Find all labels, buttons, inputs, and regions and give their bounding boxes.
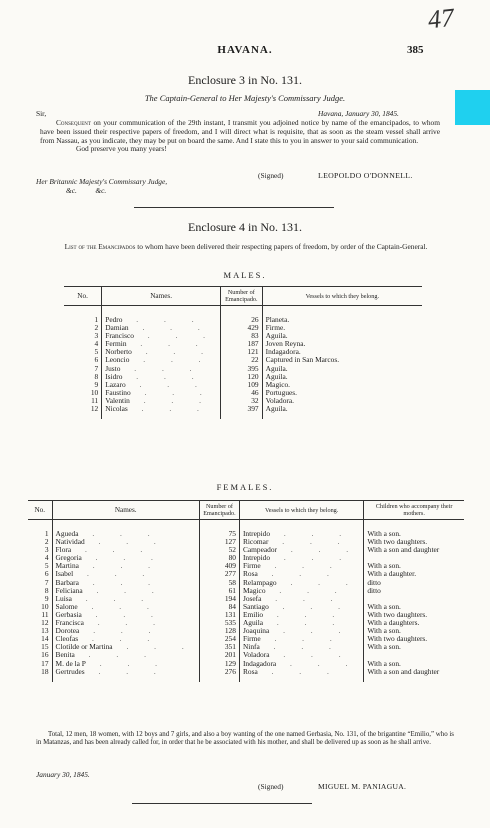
children-value: With a son. [367,561,401,571]
females-header-row [28,501,464,520]
leader-dots: . . . [257,569,341,579]
name-value: Lazaro [105,379,126,389]
no-value: 16 [41,650,49,660]
name-value: Luisa [55,593,72,603]
leader-dots: . . . [276,577,360,587]
leader-dots: . . . [263,609,347,619]
no-value: 17 [41,658,49,668]
males-col-vessels: Vessels to which they belong. [262,287,422,306]
closing-date: January 30, 1845. [36,770,90,779]
leader-dots: . . . [260,634,344,644]
name-value: Faustino [105,387,131,397]
cell-vessel [239,668,363,682]
num-value: 277 [224,569,236,579]
no-value: 12 [90,404,99,414]
salutation: Sir, [36,109,47,118]
name-value: Gerbasia [55,609,82,619]
females-col-vessels: Vessels to which they belong. [239,501,363,520]
num-value: 187 [247,339,259,349]
num-value: 83 [251,331,259,341]
leader-dots: . . . [127,404,211,414]
vessel-value: Indagadora [242,658,277,668]
num-value: 397 [247,404,259,414]
enclosure3-heading: Enclosure 3 in No. 131. [188,73,302,87]
name-value: Feliciana [55,585,83,595]
vessel-value: Ricomar [242,537,269,547]
children-value: With a son and daughter [367,545,440,555]
leader-dots: . . . [133,331,218,341]
name-value: Clotilde or Martina [55,642,113,652]
cell-children [364,668,464,682]
num-value: 429 [247,323,259,333]
cell-children [364,520,464,539]
leader-dots: . . . [122,315,206,324]
leader-dots: . . . [268,601,352,611]
leader-dots: . . . [129,355,213,365]
no-value: 2 [94,323,99,333]
females-col-no: No. [28,501,52,520]
vessel-value: Ninfa [242,642,260,652]
leader-dots: . . . [82,585,166,595]
cell-no [64,306,102,325]
num-value: 75 [228,529,236,538]
children-value: With a son. [367,642,401,652]
cell-no [64,405,102,419]
males-col-no: No. [64,287,102,306]
footnote: Total, 12 men, 18 women, with 12 boys and 7 girls, and also a boy wanting of the one named Gerbasia, No. 131, of the brigantine “Emilio,” who is in Matanzas, and has been already called for, in order that he be associated with his mother, and shall be delivered up as soon as he shall arrive. [36,731,454,746]
num-value: 26 [251,315,259,324]
females-col-number: Number of Emancipado. [199,501,239,520]
cell-children [364,546,464,554]
num-value: 127 [224,537,236,547]
leader-dots: . . . [78,577,163,587]
males-header-row [64,287,422,306]
num-value: 58 [228,577,236,587]
no-value: 5 [94,347,99,357]
name-value: Martina [55,561,79,571]
leader-dots: . . . [130,387,214,397]
name-value: Flora [55,545,72,555]
vessel-value: Planeta. [265,315,290,324]
handwritten-folio-number: 47 [426,2,456,35]
name-value: Salome [55,601,78,611]
num-value: 194 [224,593,236,603]
leader-dots: . . . [265,585,349,595]
leader-dots: . . . [79,626,163,636]
cell-children [364,587,464,595]
num-value: 84 [228,601,236,611]
no-value: 3 [94,331,99,341]
num-value: 120 [247,371,259,381]
vessel-value: Magico [242,585,266,595]
leader-dots: . . . [129,395,213,405]
leader-dots: . . . [120,363,204,373]
leader-dots: . . . [276,658,360,668]
dateline: Havana, January 30, 1845. [318,109,399,118]
no-value: 4 [94,339,99,349]
leader-dots: . . . [268,537,352,547]
leader-dots: . . . [270,529,354,538]
leader-dots: . . . [71,593,156,603]
no-value: 1 [94,315,99,324]
leader-dots: . . . [125,379,209,389]
leader-dots: . . . [259,642,343,652]
no-value: 5 [44,561,49,571]
no-value: 13 [41,626,49,636]
no-value: 11 [91,395,99,405]
vessel-value: Intrepido [242,529,271,538]
name-value: M. de la P [55,658,86,668]
no-value: 8 [94,371,99,381]
leader-dots: . . . [277,545,361,555]
leader-dots: . . . [128,323,212,333]
name-value: Benita [55,650,75,660]
table-row [64,405,422,419]
leader-dots: . . . [81,609,165,619]
vessel-value: Captured in San Marcos. [265,355,340,365]
num-value: 254 [224,634,236,644]
males-col-names: Names. [102,287,221,306]
name-value: Norberto [105,347,132,357]
num-value: 109 [247,379,259,389]
vessel-value: Josefa [242,593,262,603]
children-value: With two daughters. [367,634,428,644]
cell-vessel [262,405,422,419]
list-intro [36,242,456,251]
children-value: With a son. [367,529,401,538]
name-value: Justo [105,363,121,373]
leader-dots: . . . [78,529,162,538]
cell-name [102,405,221,419]
num-value: 61 [228,585,236,595]
children-value: ditto [367,585,381,595]
vessel-value: Aguila. [265,363,288,373]
leader-dots: . . . [73,569,157,579]
no-value: 11 [41,609,49,619]
closing-signatory: MIGUEL M. PANIAGUA. [318,782,407,791]
name-value: Dorotea [55,626,80,636]
table-row [28,668,464,682]
num-value: 409 [224,561,236,571]
vessel-value: Aguila. [265,331,288,341]
leader-dots: . . . [257,666,341,676]
closing-signed-label: (Signed) [258,782,284,791]
signatory: LEOPOLDO O'DONNELL. [318,171,413,180]
leader-dots: . . . [269,626,353,636]
num-value: 52 [228,545,236,555]
males-label: MALES. [223,270,267,280]
letter-text: on your communication of the 29th instant, I transmit you adjoined notice by name of the emancipados, to whom have been issued their respective papers of freedom, and I will direct what is requisite, that as soon as the steam vessel shall arrive from Nassau, as you indicate, they may be put on board the same. And I state this to you in answer to your said communication. [40,118,440,145]
leader-dots: . . . [122,371,206,381]
vessel-value: Portugues. [265,387,298,397]
list-intro-lead: List of the Emancipados [64,242,136,251]
no-value: 10 [90,387,99,397]
females-col-children: Children who accompany their mothers. [364,501,464,520]
name-value: Damian [105,323,129,333]
children-value: With a daughters. [367,618,420,628]
no-value: 9 [44,593,49,603]
vessel-value: Relampago [242,577,277,587]
signed-label: (Signed) [258,171,284,180]
lead-word: Consequent [56,118,91,127]
vessel-value: Rosa [242,666,258,676]
num-value: 129 [224,658,236,668]
leader-dots: . . . [85,658,170,668]
cell-num [221,306,263,325]
males-table [64,286,422,419]
vessel-value: Magico. [265,379,291,389]
num-value: 22 [251,355,259,365]
cell-vessel [239,520,363,539]
no-value: 4 [44,553,49,563]
no-value: 6 [44,569,49,579]
females-col-names: Names. [52,501,199,520]
vessel-value: Firme. [265,323,286,333]
leader-dots: . . . [74,650,158,660]
enclosure3-subheading: The Captain-General to Her Majesty's Commissary Judge. [144,93,346,103]
females-label: FEMALES. [216,482,274,492]
name-value: Natividad [55,537,85,547]
vessel-value: Firme [242,561,261,571]
vessel-value: Campeador [242,545,278,555]
leader-dots: . . . [78,561,163,571]
num-value: 395 [247,363,259,373]
no-value: 12 [41,618,49,628]
no-value: 7 [94,363,99,373]
leader-dots: . . . [261,593,345,603]
num-value: 131 [224,609,236,619]
children-value: With a son. [367,626,401,636]
leader-dots: . . . [81,553,165,563]
cell-no [28,520,52,539]
vessel-value: Indagadora. [265,347,301,357]
leader-dots: . . . [269,650,353,660]
vessel-value: Rosa [242,569,258,579]
children-value: With a son and daughter [367,666,440,676]
leader-dots: . . . [112,642,196,652]
cell-name [52,520,199,539]
cell-name [102,306,221,325]
leader-dots: . . . [131,347,215,357]
children-value: With a son. [367,601,401,611]
letter-body [40,119,440,154]
cell-num [221,405,263,419]
name-value: Gertrudes [55,666,85,676]
no-value: 10 [41,601,49,611]
vessel-value: Firme [242,634,261,644]
no-value: 2 [44,537,49,547]
num-value: 535 [224,618,236,628]
leader-dots: . . . [71,545,155,555]
leader-dots: . . . [84,666,168,676]
leader-dots: . . . [263,618,347,628]
name-value: Leoncio [105,355,130,365]
leader-dots: . . . [126,339,210,349]
running-head-title: HAVANA. [217,44,273,56]
table-row [28,520,464,539]
vessel-value: Santiago [242,601,269,611]
cell-children [364,643,464,651]
vessel-value: Voladora. [265,395,295,405]
no-value: 1 [44,529,49,538]
vessel-value: Aguila. [265,404,288,414]
num-value: 351 [224,642,236,652]
cell-no [28,668,52,682]
no-value: 7 [44,577,49,587]
bottom-divider [132,803,312,804]
vessel-value: Joven Reyna. [265,339,306,349]
children-value: With two daughters. [367,609,428,619]
children-value: With a son. [367,658,401,668]
cell-vessel [262,306,422,325]
children-value: With a daughter. [367,569,417,579]
name-value: Pedro [105,315,123,324]
vessel-value: Aguila [242,618,264,628]
males-col-number: Number of Emancipado. [221,287,263,306]
num-value: 128 [224,626,236,636]
name-value: Fermin [105,339,127,349]
addressee-line-2: &c. &c. [66,186,107,195]
no-value: 15 [41,642,49,652]
no-value: 3 [44,545,49,555]
vessel-value: Intrepido [242,553,271,563]
name-value: Nicolas [105,404,128,414]
list-intro-text: to whom have been delivered their respecting papers of freedom, by order of the Captain-General. [137,242,428,251]
leader-dots: . . . [260,561,344,571]
enclosure4-heading: Enclosure 4 in No. 131. [188,220,302,234]
vessel-value: Aguila. [265,371,288,381]
cell-num [199,520,239,539]
cell-num [199,668,239,682]
num-value: 121 [247,347,259,357]
num-value: 201 [224,650,236,660]
name-value: Isabel [55,569,74,579]
leader-dots: . . . [78,634,162,644]
no-value: 14 [41,634,49,644]
num-value: 276 [224,666,236,676]
name-value: Isidro [105,371,123,381]
name-value: Valentin [105,395,130,405]
vessel-value: Joaquina [242,626,270,636]
name-value: Gregoria [55,553,82,563]
addressee-line-1: Her Britannic Majesty's Commissary Judge, [36,177,168,186]
num-value: 80 [228,553,236,563]
no-value: 18 [41,666,49,676]
leader-dots: . . . [270,553,354,563]
letter-closing: God preserve you many years! [76,144,167,154]
name-value: Francisco [105,331,134,341]
section-divider [134,207,334,208]
vessel-value: Emilio [242,609,264,619]
page-number: 385 [407,44,424,56]
females-table [28,500,464,682]
no-value: 9 [94,379,99,389]
children-value: ditto [367,577,381,587]
num-value: 46 [251,387,259,397]
num-value: 32 [251,395,259,405]
no-value: 8 [44,585,49,595]
table-row [64,306,422,325]
name-value: Francisca [55,618,84,628]
name-value: Barbara [55,577,79,587]
leader-dots: . . . [83,618,167,628]
no-value: 6 [94,355,99,365]
leader-dots: . . . [84,537,168,547]
cell-name [52,668,199,682]
name-value: Agueda [55,529,79,538]
vessel-value: Voladora [242,650,270,660]
name-value: Cleofas [55,634,79,644]
leader-dots: . . . [77,601,161,611]
children-value: With two daughters. [367,537,428,547]
